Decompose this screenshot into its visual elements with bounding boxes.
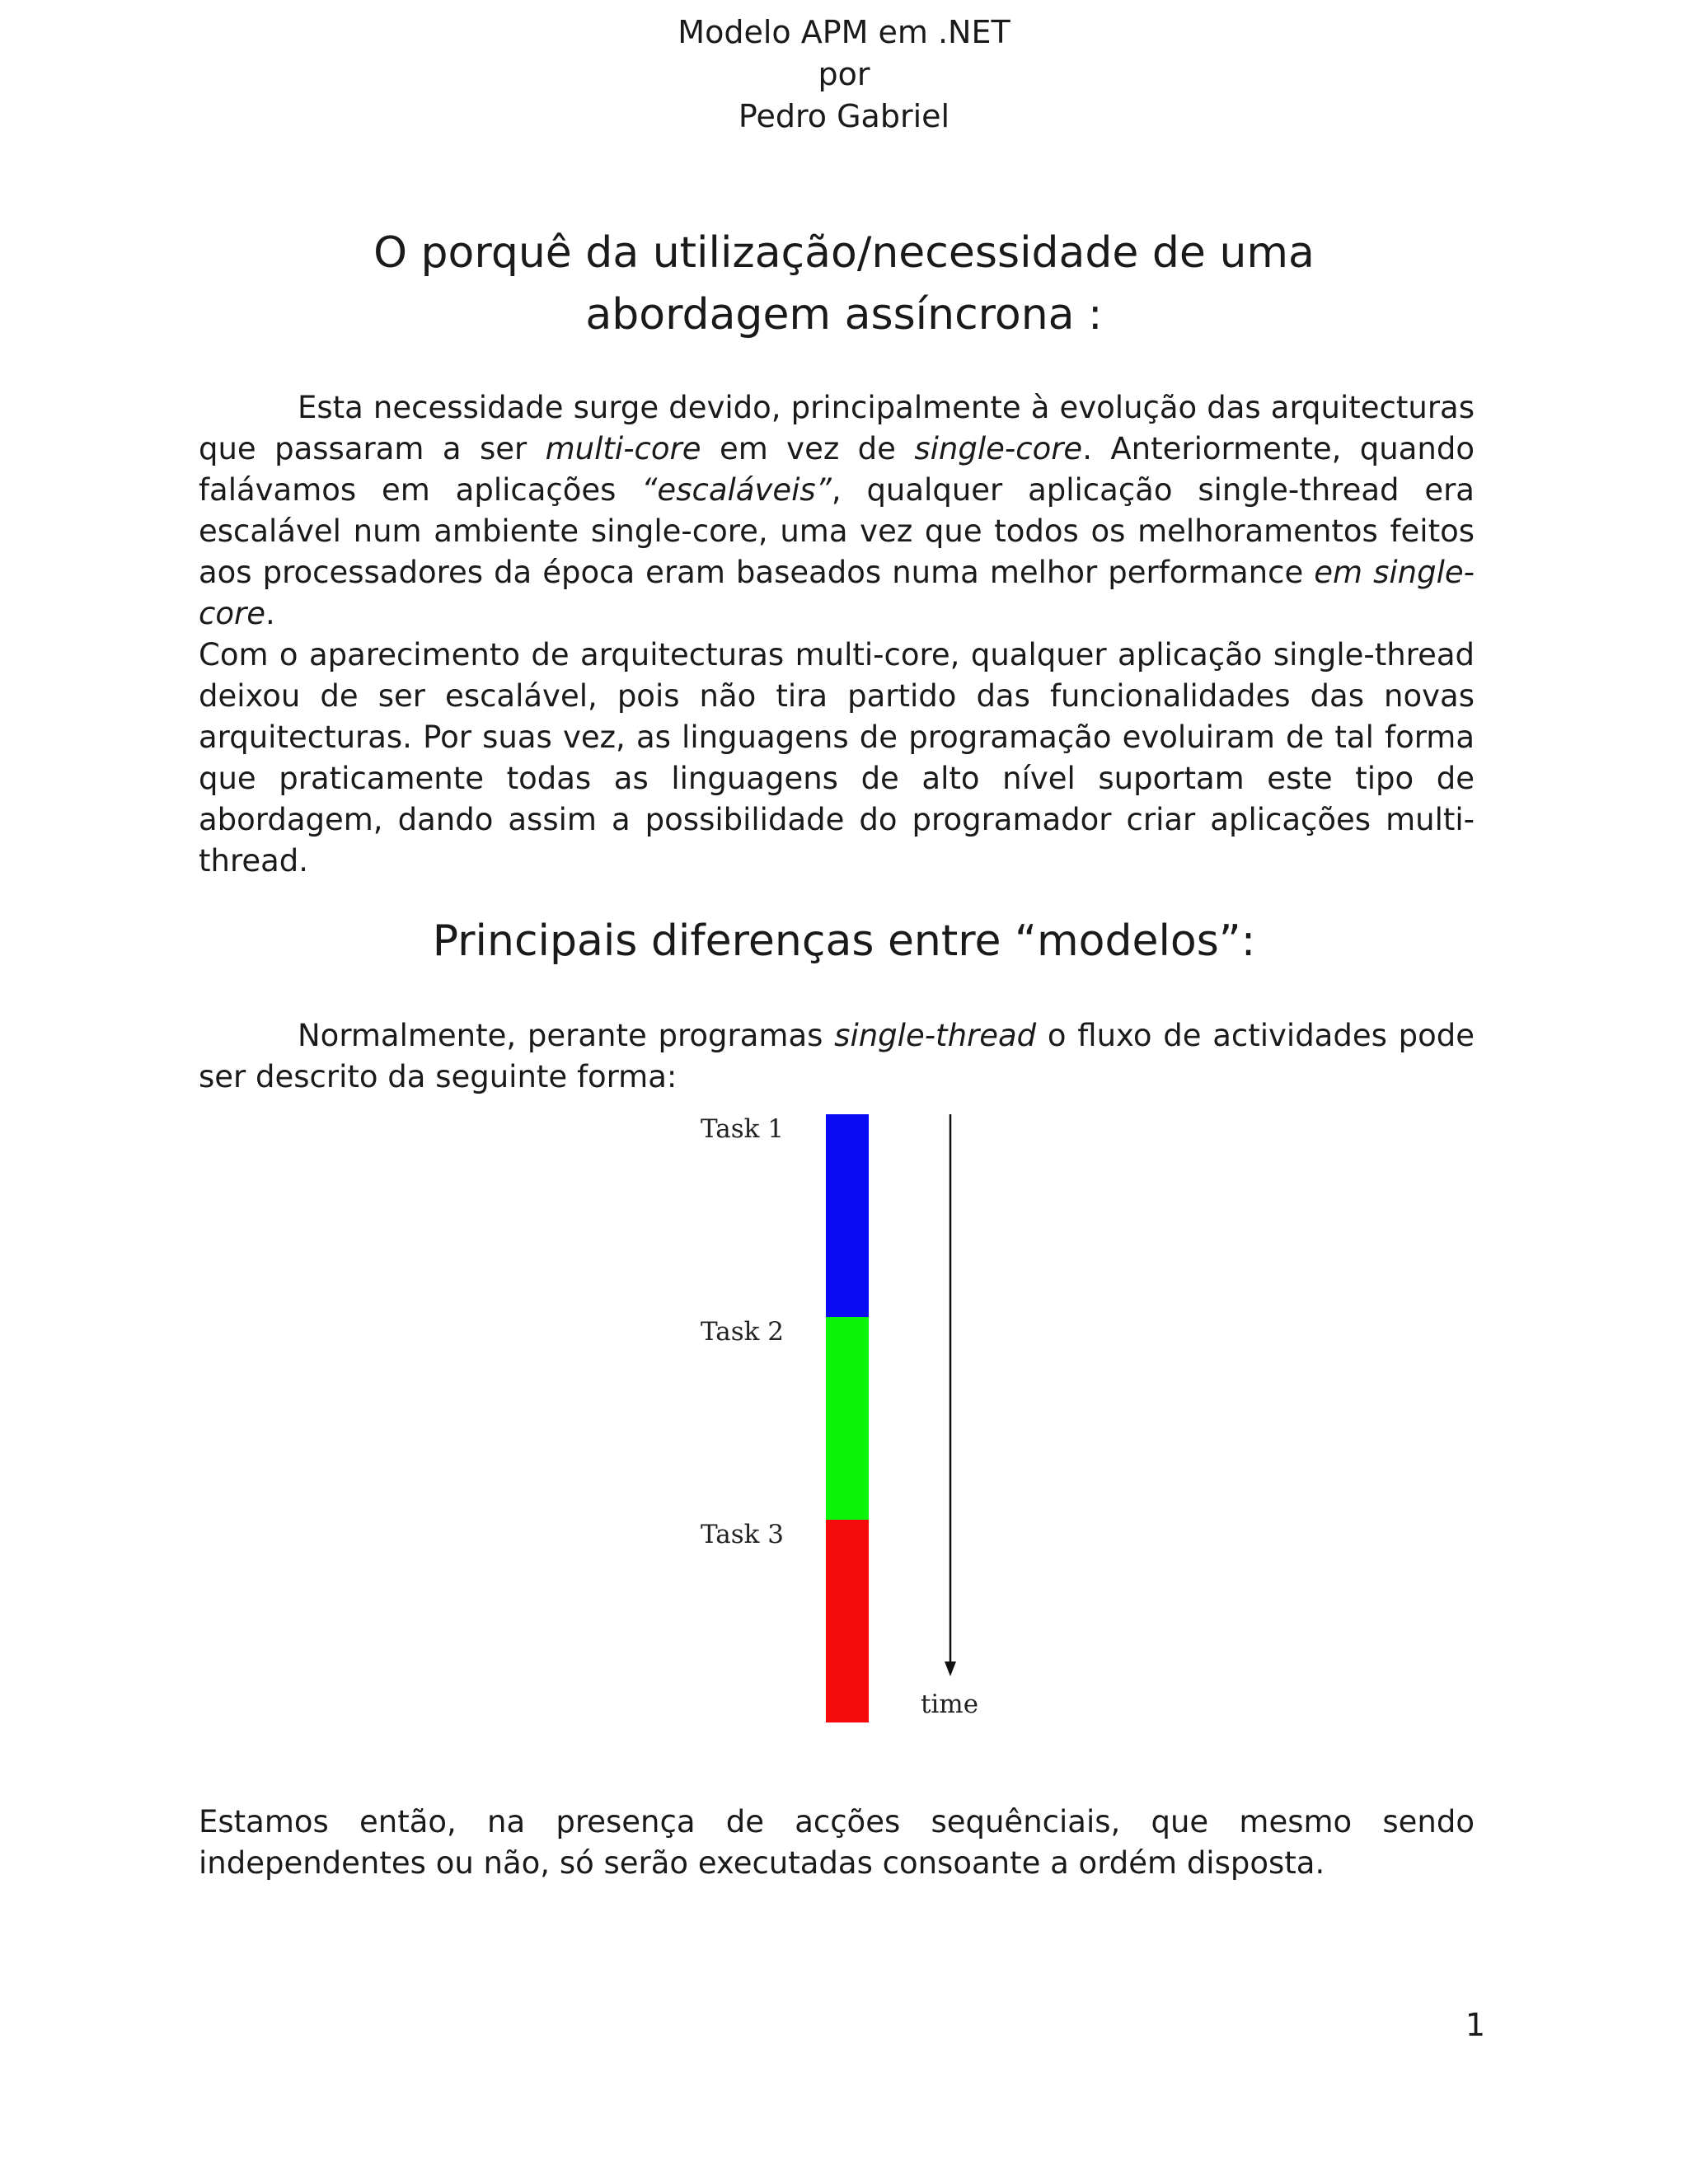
page-number: 1 [1465, 2007, 1485, 2043]
task-label-3: Task 3 [701, 1520, 785, 1549]
text-run: , qualquer aplicação single-thread era escalável num ambiente single-core, uma vez que todos os melhoramentos feitos aos processadores da época eram baseados numa melhor performance [199, 472, 1475, 590]
time-axis-label: time [920, 1690, 979, 1719]
task-label-1: Task 1 [701, 1114, 785, 1144]
page-header [0, 12, 1688, 138]
section-body-async [199, 387, 1475, 882]
text-run: Normalmente, perante programas [298, 1018, 835, 1053]
section-heading-async: O porquê da utilização/necessidade de uma abordagem assíncrona : [373, 228, 1315, 340]
task-bar-3 [826, 1520, 869, 1722]
document-by: por [818, 56, 870, 92]
section-heading-models: Principais diferenças entre “modelos”: [432, 916, 1256, 966]
paragraph-single-thread [199, 1015, 1475, 1098]
paragraph-multicore: Com o aparecimento de arquitecturas multi-core, qualquer aplicação single-thread deixou de ser escalável, pois não tira partido das funcionalidades das novas arquitecturas. Por suas vez, as linguagens de programação evoluiram de tal forma que praticamente todas as linguagens de alto nível suportam este tipo de abordagem, dando assim a possibilidade do programador criar aplicações multi-thread. [199, 637, 1475, 879]
text-run: o fluxo de actividades pode ser descrito da seguinte forma: [199, 1018, 1475, 1094]
text-run: . [265, 596, 275, 631]
section-body-models [199, 1015, 1475, 1098]
section-body-conclusion [199, 1802, 1475, 1884]
document-author: Pedro Gabriel [738, 98, 950, 134]
italic-run: “escaláveis” [641, 472, 832, 508]
italic-run: em single-core [199, 555, 1475, 631]
time-axis-arrowhead [945, 1661, 956, 1676]
task-label-2: Task 2 [701, 1317, 785, 1347]
document-title: Modelo APM em .NET [678, 14, 1010, 50]
italic-run: single-thread [834, 1018, 1037, 1053]
italic-run: multi-core [545, 431, 701, 466]
text-run: em vez de [701, 431, 915, 466]
text-run: . Anteriormente, quando falávamos em aplicações [199, 431, 1475, 508]
sequential-tasks-diagram [659, 1104, 1055, 1747]
task-bar-1 [826, 1114, 869, 1319]
paragraph-sequential-actions: Estamos então, na presença de acções sequênciais, que mesmo sendo independentes ou não, só serão executadas consoante a ordém disposta. [199, 1804, 1475, 1881]
task-bar-2 [826, 1317, 869, 1521]
italic-run: single-core [914, 431, 1083, 466]
paragraph-architecture [199, 387, 1475, 635]
text-run: Esta necessidade surge devido, principalmente à evolução das arquitecturas que passaram a ser [199, 390, 1475, 466]
